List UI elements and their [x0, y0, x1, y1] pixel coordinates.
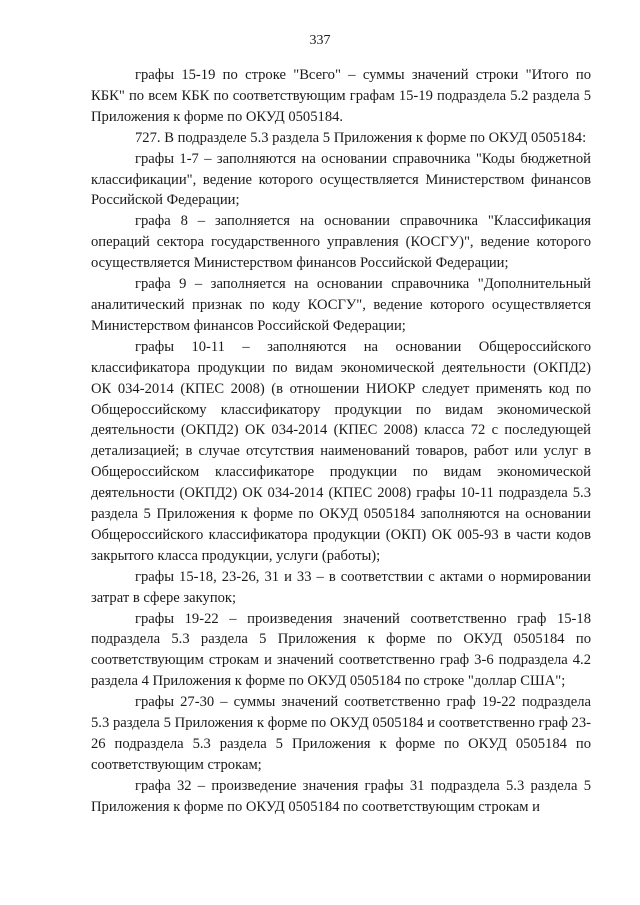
paragraph-graph-9: графа 9 – заполняется на основании справочника "Дополнительный аналитический признак по коду КОСГУ", ведение которого осуществляется Министерством финансов Российской Федерации;	[91, 276, 591, 334]
page-number: 337	[309, 33, 331, 48]
paragraph-item-727: 727. В подразделе 5.3 раздела 5 Приложения к форме по ОКУД 0505184:	[135, 129, 587, 146]
paragraph-graphs-27-30: графы 27-30 – суммы значений соответственно граф 19-22 подраздела 5.3 раздела 5 Приложения к форме по ОКУД 0505184 и соответственно граф 23-26 подраздела 5.3 раздела 5 Приложения к форме по ОКУД 0505184 по соответствующим строкам;	[91, 694, 591, 773]
paragraph-graphs-15-18-23-26: графы 15-18, 23-26, 31 и 33 – в соответствии с актами о нормировании затрат в сфере закупок;	[91, 568, 591, 606]
paragraph-graphs-15-19-total: графы 15-19 по строке "Всего" – суммы значений строки "Итого по КБК" по всем КБК по соответствующим графам 15-19 подраздела 5.2 раздела 5 Приложения к форме по ОКУД 0505184.	[91, 67, 591, 125]
document-body	[91, 65, 591, 818]
paragraph-graphs-19-22: графы 19-22 – произведения значений соответственно граф 15-18 подраздела 5.3 раздела 5 Приложения к форме по ОКУД 0505184 по соответствующим строкам и значений соответственно граф 3-6 подраздела 4.2 раздела 4 Приложения к форме по ОКУД 0505184 по строке "доллар США";	[91, 610, 591, 690]
paragraph-graph-8: графа 8 – заполняется на основании справочника "Классификация операций сектора государственного управления (КОСГУ)", ведение которого осуществляется Министерством финансов Российской Федерации;	[91, 213, 591, 272]
paragraph-graphs-10-11: графы 10-11 – заполняются на основании Общероссийского классификатора продукции по видам экономической деятельности (ОКПД2) ОК 034-2014 (КПЕС 2008) (в отношении НИОКР следует применять код по Общероссийскому классификатору продукции по видам экономической деятельности (ОКПД2) ОК 034-2014 (КПЕС 2008) класса 72 с последующей детализацией; в случае отсутствия наименований товаров, работ или услуг в Общероссийском классификаторе продукции по видам экономической деятельности (ОКПД2) ОК 034-2014 (КПЕС 2008) графы 10-11 подраздела 5.3 раздела 5 Приложения к форме по ОКУД 0505184 заполняются на основании Общероссийского классификатора продукции (ОКП) ОК 005-93 в части кодов закрытого класса продукции, услуги (работы);	[91, 338, 591, 564]
paragraph-graph-32: графа 32 – произведение значения графы 31 подраздела 5.3 раздела 5 Приложения к форме по ОКУД 0505184 по соответствующим строкам и	[91, 777, 591, 815]
paragraph-graphs-1-7: графы 1-7 – заполняются на основании справочника "Коды бюджетной классификации", ведение которого осуществляется Министерством финансов Российской Федерации;	[91, 150, 591, 209]
